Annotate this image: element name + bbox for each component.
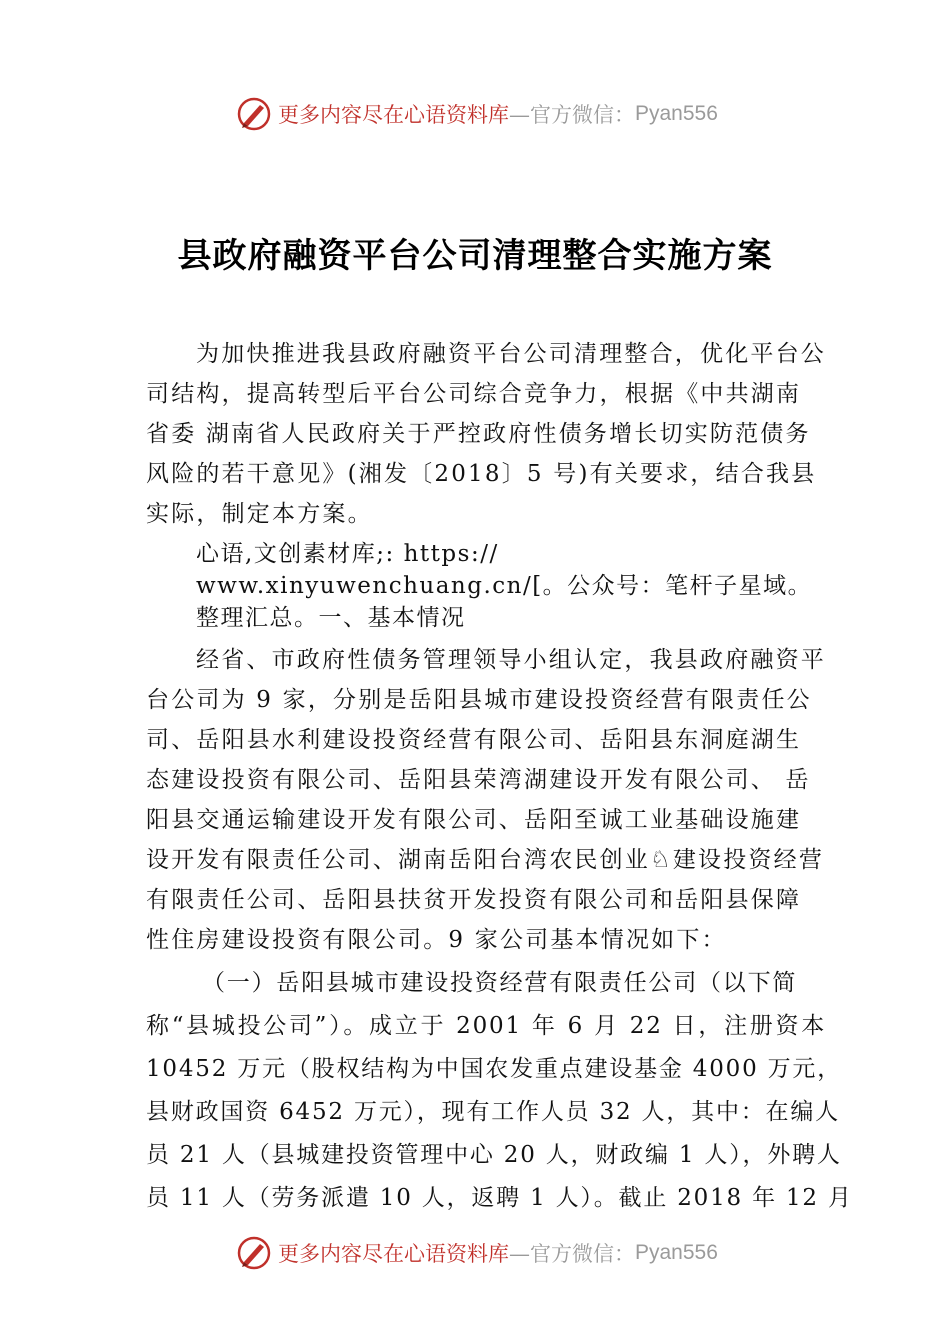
document-title: 县政府融资平台公司清理整合实施方案 [177,236,773,276]
paragraph-basic-situation: 经省、市政府性债务管理领导小组认定，我县政府融资平台公司为 9 家，分别是岳阳县城市建设投资经营有限责任公司、岳阳县水利建设投资经营有限公司、岳阳县东洞庭湖生态建设投资有限公司、岳阳县荣湾湖建设开发有限公司、 岳阳县交通运输建设开发有限公司、岳阳至诚工业基础设施建设开发有限责任公司、湖南岳阳台湾农民创业♘建设投资经营有限责任公司、岳阳县扶贫开发投资有限公司和岳阳县保障性住房建设投资有限公司。9 家公司基本情况如下： [146,647,826,953]
footer-banner [236,1233,756,1273]
paragraph-intro: 为加快推进我县政府融资平台公司清理整合，优化平台公司结构，提高转型后平台公司综合竞争力，根据《中共湖南省委 湖南省人民政府关于严控政府性债务增长切实防范债务风险的若干意见》(湘发〔2018〕5 号)有关要求，结合我县实际，制定本方案。 [146,341,826,527]
banner-wechat-id: Pyan556 [635,102,718,125]
text-line: 员 11 人（劳务派遣 10 人，返聘 1 人）。截止 2018 年 12 月 [146,1185,853,1211]
paragraph-county-urban-investment [146,962,853,1220]
banner-text-grey: —官方微信： [509,103,635,127]
banner-text-red: 更多内容尽在心语资料库 [278,1242,509,1266]
banner-wechat-id: Pyan556 [635,1241,718,1264]
banner-text-grey: —官方微信： [509,1242,635,1266]
text-line: 员 21 人（县城建投资管理中心 20 人，财政编 1 人），外聘人 [146,1142,842,1168]
pen-circle-logo-icon [236,96,272,132]
text-line: 称“县城投公司”）。成立于 2001 年 6 月 22 日，注册资本 [146,1013,826,1039]
text-line: （一）岳阳县城市建设投资经营有限责任公司（以下简 [202,970,798,996]
text-line: 县财政国资 6452 万元），现有工作人员 32 人，其中：在编人 [146,1099,840,1125]
pen-circle-logo-icon [236,1235,272,1271]
banner-text-red: 更多内容尽在心语资料库 [278,103,509,127]
header-banner [236,94,756,134]
paragraph-source-note: 心语,文创素材库;: https:// www.xinyuwenchuang.cn/[。公众号：笔杆子星域。整理汇总。一、基本情况 [196,541,813,631]
text-line: 10452 万元（股权结构为中国农发重点建设基金 4000 万元， [146,1056,843,1082]
